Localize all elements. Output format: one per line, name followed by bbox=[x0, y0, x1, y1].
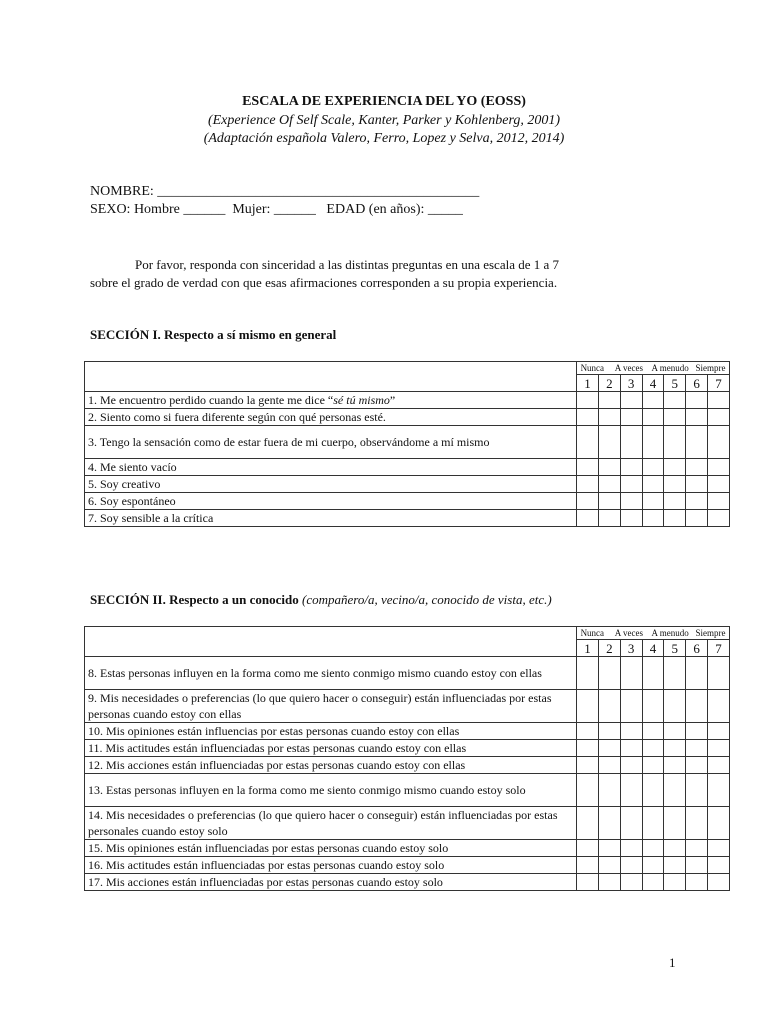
section2-answer-cell[interactable] bbox=[686, 657, 708, 690]
section1-answer-cell[interactable] bbox=[577, 493, 599, 510]
section-1-title: SECCIÓN I. Respecto a sí mismo en general bbox=[90, 327, 337, 342]
section1-question-text: 4. Me siento vacío bbox=[85, 459, 577, 476]
section2-answer-cell[interactable] bbox=[708, 840, 730, 857]
section2-answer-cell[interactable] bbox=[620, 874, 642, 891]
section1-scale-number: 2 bbox=[598, 375, 620, 392]
section1-question-text: 2. Siento como si fuera diferente según con qué personas esté. bbox=[85, 409, 577, 426]
section1-question-row bbox=[85, 476, 730, 493]
section2-answer-cell[interactable] bbox=[577, 657, 599, 690]
section1-answer-cell[interactable] bbox=[708, 392, 730, 409]
section2-answer-cell[interactable] bbox=[686, 840, 708, 857]
section-2-heading bbox=[90, 592, 552, 608]
section2-answer-cell[interactable] bbox=[708, 857, 730, 874]
section1-scale-labels: Nunca A veces A menudo Siempre bbox=[577, 362, 730, 375]
section2-answer-cell[interactable] bbox=[686, 774, 708, 807]
section1-answer-cell[interactable] bbox=[664, 426, 686, 459]
section1-question-text: 7. Soy sensible a la crítica bbox=[85, 510, 577, 527]
section2-question-row bbox=[85, 723, 730, 740]
section1-scale-number: 6 bbox=[686, 375, 708, 392]
section2-scale-number: 5 bbox=[664, 640, 686, 657]
section2-answer-cell[interactable] bbox=[664, 807, 686, 840]
section2-answer-cell[interactable] bbox=[664, 723, 686, 740]
sexo-edad-field[interactable]: SEXO: Hombre ______ Mujer: ______ EDAD (en años): _____ bbox=[90, 202, 463, 217]
scale-title: ESCALA DE EXPERIENCIA DEL YO (EOSS) bbox=[242, 94, 526, 109]
section-1-table bbox=[84, 361, 730, 527]
scale-adaptation: (Adaptación española Valero, Ferro, Lopez y Selva, 2012, 2014) bbox=[203, 131, 565, 146]
section2-answer-cell[interactable] bbox=[686, 807, 708, 840]
section2-answer-cell[interactable] bbox=[577, 740, 599, 757]
section2-answer-cell[interactable] bbox=[598, 857, 620, 874]
section2-answer-cell[interactable] bbox=[708, 740, 730, 757]
section2-answer-cell[interactable] bbox=[708, 690, 730, 723]
section2-question-text: 11. Mis actitudes están influenciadas por estas personas cuando estoy con ellas bbox=[85, 740, 577, 757]
section2-answer-cell[interactable] bbox=[598, 757, 620, 774]
section2-answer-cell[interactable] bbox=[664, 657, 686, 690]
section2-answer-cell[interactable] bbox=[620, 757, 642, 774]
section1-answer-cell[interactable] bbox=[708, 493, 730, 510]
section2-answer-cell[interactable] bbox=[642, 857, 664, 874]
section2-question-row bbox=[85, 690, 730, 723]
section1-answer-cell[interactable] bbox=[664, 493, 686, 510]
section2-answer-cell[interactable] bbox=[708, 774, 730, 807]
section2-answer-cell[interactable] bbox=[708, 874, 730, 891]
section2-answer-cell[interactable] bbox=[620, 807, 642, 840]
section2-scale-number: 2 bbox=[598, 640, 620, 657]
section1-answer-cell[interactable] bbox=[642, 426, 664, 459]
section1-answer-cell[interactable] bbox=[708, 459, 730, 476]
section2-answer-cell[interactable] bbox=[642, 840, 664, 857]
section2-answer-cell[interactable] bbox=[642, 723, 664, 740]
section2-answer-cell[interactable] bbox=[686, 757, 708, 774]
section2-answer-cell[interactable] bbox=[598, 723, 620, 740]
section2-question-text: 15. Mis opiniones están influenciadas por estas personas cuando estoy solo bbox=[85, 840, 577, 857]
scale-source: (Experience Of Self Scale, Kanter, Parker y Kohlenberg, 2001) bbox=[207, 113, 561, 128]
section1-answer-cell[interactable] bbox=[686, 459, 708, 476]
section2-answer-cell[interactable] bbox=[620, 723, 642, 740]
section2-scale-number: 6 bbox=[686, 640, 708, 657]
section2-answer-cell[interactable] bbox=[620, 740, 642, 757]
section1-answer-cell[interactable] bbox=[620, 459, 642, 476]
section1-answer-cell[interactable] bbox=[642, 493, 664, 510]
section2-question-row bbox=[85, 757, 730, 774]
section2-scale-number: 4 bbox=[642, 640, 664, 657]
section1-answer-cell[interactable] bbox=[620, 409, 642, 426]
section1-answer-cell[interactable] bbox=[664, 459, 686, 476]
question-text-part: 1. Me encuentro perdido cuando la gente me dice “ bbox=[88, 392, 334, 407]
section1-header-blank bbox=[85, 362, 577, 392]
section2-answer-cell[interactable] bbox=[598, 807, 620, 840]
section2-question-row bbox=[85, 857, 730, 874]
section2-answer-cell[interactable] bbox=[686, 690, 708, 723]
section2-scale-number: 7 bbox=[708, 640, 730, 657]
section1-answer-cell[interactable] bbox=[577, 392, 599, 409]
section2-answer-cell[interactable] bbox=[598, 740, 620, 757]
section2-answer-cell[interactable] bbox=[620, 774, 642, 807]
section2-answer-cell[interactable] bbox=[642, 740, 664, 757]
section2-answer-cell[interactable] bbox=[577, 774, 599, 807]
section1-answer-cell[interactable] bbox=[642, 476, 664, 493]
section1-question-row bbox=[85, 392, 730, 409]
section1-answer-cell[interactable] bbox=[708, 476, 730, 493]
question-text-part: ” bbox=[389, 392, 396, 407]
section2-answer-cell[interactable] bbox=[664, 774, 686, 807]
section1-answer-cell[interactable] bbox=[620, 392, 642, 409]
section1-answer-cell[interactable] bbox=[686, 409, 708, 426]
section1-answer-cell[interactable] bbox=[642, 459, 664, 476]
section1-question-row bbox=[85, 510, 730, 527]
section1-scale-number: 5 bbox=[664, 375, 686, 392]
section1-scale-number: 3 bbox=[620, 375, 642, 392]
section1-answer-cell[interactable] bbox=[664, 409, 686, 426]
section1-answer-cell[interactable] bbox=[598, 510, 620, 527]
section1-question-text: 6. Soy espontáneo bbox=[85, 493, 577, 510]
section1-answer-cell[interactable] bbox=[664, 476, 686, 493]
section2-answer-cell[interactable] bbox=[708, 657, 730, 690]
section2-question-text: 9. Mis necesidades o preferencias (lo que quiero hacer o conseguir) están influenciadas por estas personas cuando estoy con ellas bbox=[85, 690, 577, 723]
section2-scale-number: 3 bbox=[620, 640, 642, 657]
section2-answer-cell[interactable] bbox=[642, 690, 664, 723]
section1-scale-number: 1 bbox=[577, 375, 599, 392]
section-1-heading bbox=[90, 327, 336, 343]
nombre-field[interactable]: NOMBRE: ______________________________________________ bbox=[90, 184, 480, 199]
section1-question-row bbox=[85, 426, 730, 459]
section2-answer-cell[interactable] bbox=[642, 757, 664, 774]
section1-answer-cell[interactable] bbox=[708, 409, 730, 426]
section1-scale-number: 7 bbox=[708, 375, 730, 392]
section1-answer-cell[interactable] bbox=[577, 409, 599, 426]
section1-answer-cell[interactable] bbox=[664, 392, 686, 409]
section2-answer-cell[interactable] bbox=[598, 874, 620, 891]
section1-answer-cell[interactable] bbox=[686, 392, 708, 409]
section1-scale-number: 4 bbox=[642, 375, 664, 392]
section1-question-text: 3. Tengo la sensación como de estar fuera de mi cuerpo, observándome a mí mismo bbox=[85, 426, 577, 459]
section1-answer-cell[interactable] bbox=[598, 459, 620, 476]
section1-question-row bbox=[85, 459, 730, 476]
section2-answer-cell[interactable] bbox=[664, 757, 686, 774]
section1-answer-cell[interactable] bbox=[686, 510, 708, 527]
instructions-line-1: Por favor, responda con sinceridad a las distintas preguntas en una escala de 1 a 7 bbox=[135, 257, 560, 272]
section2-answer-cell[interactable] bbox=[686, 857, 708, 874]
section1-question-row bbox=[85, 493, 730, 510]
section2-answer-cell[interactable] bbox=[620, 857, 642, 874]
section2-answer-cell[interactable] bbox=[577, 690, 599, 723]
section2-answer-cell[interactable] bbox=[686, 874, 708, 891]
section2-answer-cell[interactable] bbox=[577, 874, 599, 891]
section2-answer-cell[interactable] bbox=[598, 774, 620, 807]
section1-answer-cell[interactable] bbox=[620, 476, 642, 493]
section1-answer-cell[interactable] bbox=[620, 510, 642, 527]
section2-question-text: 16. Mis actitudes están influenciadas por estas personas cuando estoy solo bbox=[85, 857, 577, 874]
section2-answer-cell[interactable] bbox=[642, 874, 664, 891]
section2-answer-cell[interactable] bbox=[642, 774, 664, 807]
section1-answer-cell[interactable] bbox=[686, 493, 708, 510]
section2-answer-cell[interactable] bbox=[642, 657, 664, 690]
section1-answer-cell[interactable] bbox=[642, 510, 664, 527]
section2-question-row bbox=[85, 774, 730, 807]
section2-question-row bbox=[85, 840, 730, 857]
section1-answer-cell[interactable] bbox=[686, 476, 708, 493]
section1-answer-cell[interactable] bbox=[642, 409, 664, 426]
section1-answer-cell[interactable] bbox=[598, 392, 620, 409]
instructions-line-2: sobre el grado de verdad con que esas afirmaciones corresponden a su propia experiencia. bbox=[90, 275, 558, 290]
section2-answer-cell[interactable] bbox=[664, 840, 686, 857]
section1-answer-cell[interactable] bbox=[708, 426, 730, 459]
section2-answer-cell[interactable] bbox=[620, 840, 642, 857]
section2-scale-number: 1 bbox=[577, 640, 599, 657]
section2-answer-cell[interactable] bbox=[598, 840, 620, 857]
section2-question-row bbox=[85, 807, 730, 840]
section1-answer-cell[interactable] bbox=[577, 510, 599, 527]
section2-answer-cell[interactable] bbox=[708, 723, 730, 740]
section2-answer-cell[interactable] bbox=[577, 757, 599, 774]
section1-question-row bbox=[85, 409, 730, 426]
question-emphasis: sé tú mismo bbox=[333, 392, 390, 407]
section2-question-row bbox=[85, 740, 730, 757]
section2-answer-cell[interactable] bbox=[708, 757, 730, 774]
section2-question-text: 17. Mis acciones están influenciadas por estas personas cuando estoy solo bbox=[85, 874, 577, 891]
section1-question-text bbox=[85, 392, 577, 409]
section2-answer-cell[interactable] bbox=[577, 857, 599, 874]
section2-answer-cell[interactable] bbox=[577, 840, 599, 857]
section1-answer-cell[interactable] bbox=[598, 493, 620, 510]
page-number: 1 bbox=[669, 955, 676, 970]
section2-answer-cell[interactable] bbox=[664, 690, 686, 723]
section1-answer-cell[interactable] bbox=[577, 426, 599, 459]
section2-question-row bbox=[85, 874, 730, 891]
section2-answer-cell[interactable] bbox=[620, 690, 642, 723]
section1-answer-cell[interactable] bbox=[708, 510, 730, 527]
section-2-table bbox=[84, 626, 730, 891]
section1-answer-cell[interactable] bbox=[598, 476, 620, 493]
section2-answer-cell[interactable] bbox=[664, 857, 686, 874]
section2-answer-cell[interactable] bbox=[664, 874, 686, 891]
section2-header-blank bbox=[85, 627, 577, 657]
section2-answer-cell[interactable] bbox=[577, 807, 599, 840]
section2-answer-cell[interactable] bbox=[642, 807, 664, 840]
section1-question-text: 5. Soy creativo bbox=[85, 476, 577, 493]
section1-answer-cell[interactable] bbox=[598, 409, 620, 426]
section1-answer-cell[interactable] bbox=[620, 426, 642, 459]
section2-answer-cell[interactable] bbox=[686, 723, 708, 740]
section2-question-text: 14. Mis necesidades o preferencias (lo que quiero hacer o conseguir) están influenciadas por estas personales cuando estoy solo bbox=[85, 807, 577, 840]
section2-answer-cell[interactable] bbox=[708, 807, 730, 840]
section2-answer-cell[interactable] bbox=[620, 657, 642, 690]
section1-answer-cell[interactable] bbox=[577, 476, 599, 493]
section-2-note: (compañero/a, vecino/a, conocido de vista, etc.) bbox=[298, 592, 552, 607]
section2-question-text: 12. Mis acciones están influenciadas por estas personas cuando estoy con ellas bbox=[85, 757, 577, 774]
section-2-title: SECCIÓN II. Respecto a un conocido bbox=[90, 592, 299, 607]
section2-scale-labels: Nunca A veces A menudo Siempre bbox=[577, 627, 730, 640]
section2-answer-cell[interactable] bbox=[577, 723, 599, 740]
section2-question-text: 13. Estas personas influyen en la forma como me siento conmigo mismo cuando estoy solo bbox=[85, 774, 577, 807]
section1-answer-cell[interactable] bbox=[664, 510, 686, 527]
section2-question-row bbox=[85, 657, 730, 690]
section2-answer-cell[interactable] bbox=[664, 740, 686, 757]
section2-answer-cell[interactable] bbox=[598, 690, 620, 723]
section1-answer-cell[interactable] bbox=[620, 493, 642, 510]
section2-answer-cell[interactable] bbox=[598, 657, 620, 690]
section2-answer-cell[interactable] bbox=[686, 740, 708, 757]
section1-answer-cell[interactable] bbox=[642, 392, 664, 409]
section1-answer-cell[interactable] bbox=[686, 426, 708, 459]
section1-answer-cell[interactable] bbox=[598, 426, 620, 459]
section1-answer-cell[interactable] bbox=[577, 459, 599, 476]
instructions bbox=[90, 256, 650, 292]
section2-question-text: 8. Estas personas influyen en la forma como me siento conmigo mismo cuando estoy con ellas bbox=[85, 657, 577, 690]
section2-question-text: 10. Mis opiniones están influencias por estas personas cuando estoy con ellas bbox=[85, 723, 577, 740]
